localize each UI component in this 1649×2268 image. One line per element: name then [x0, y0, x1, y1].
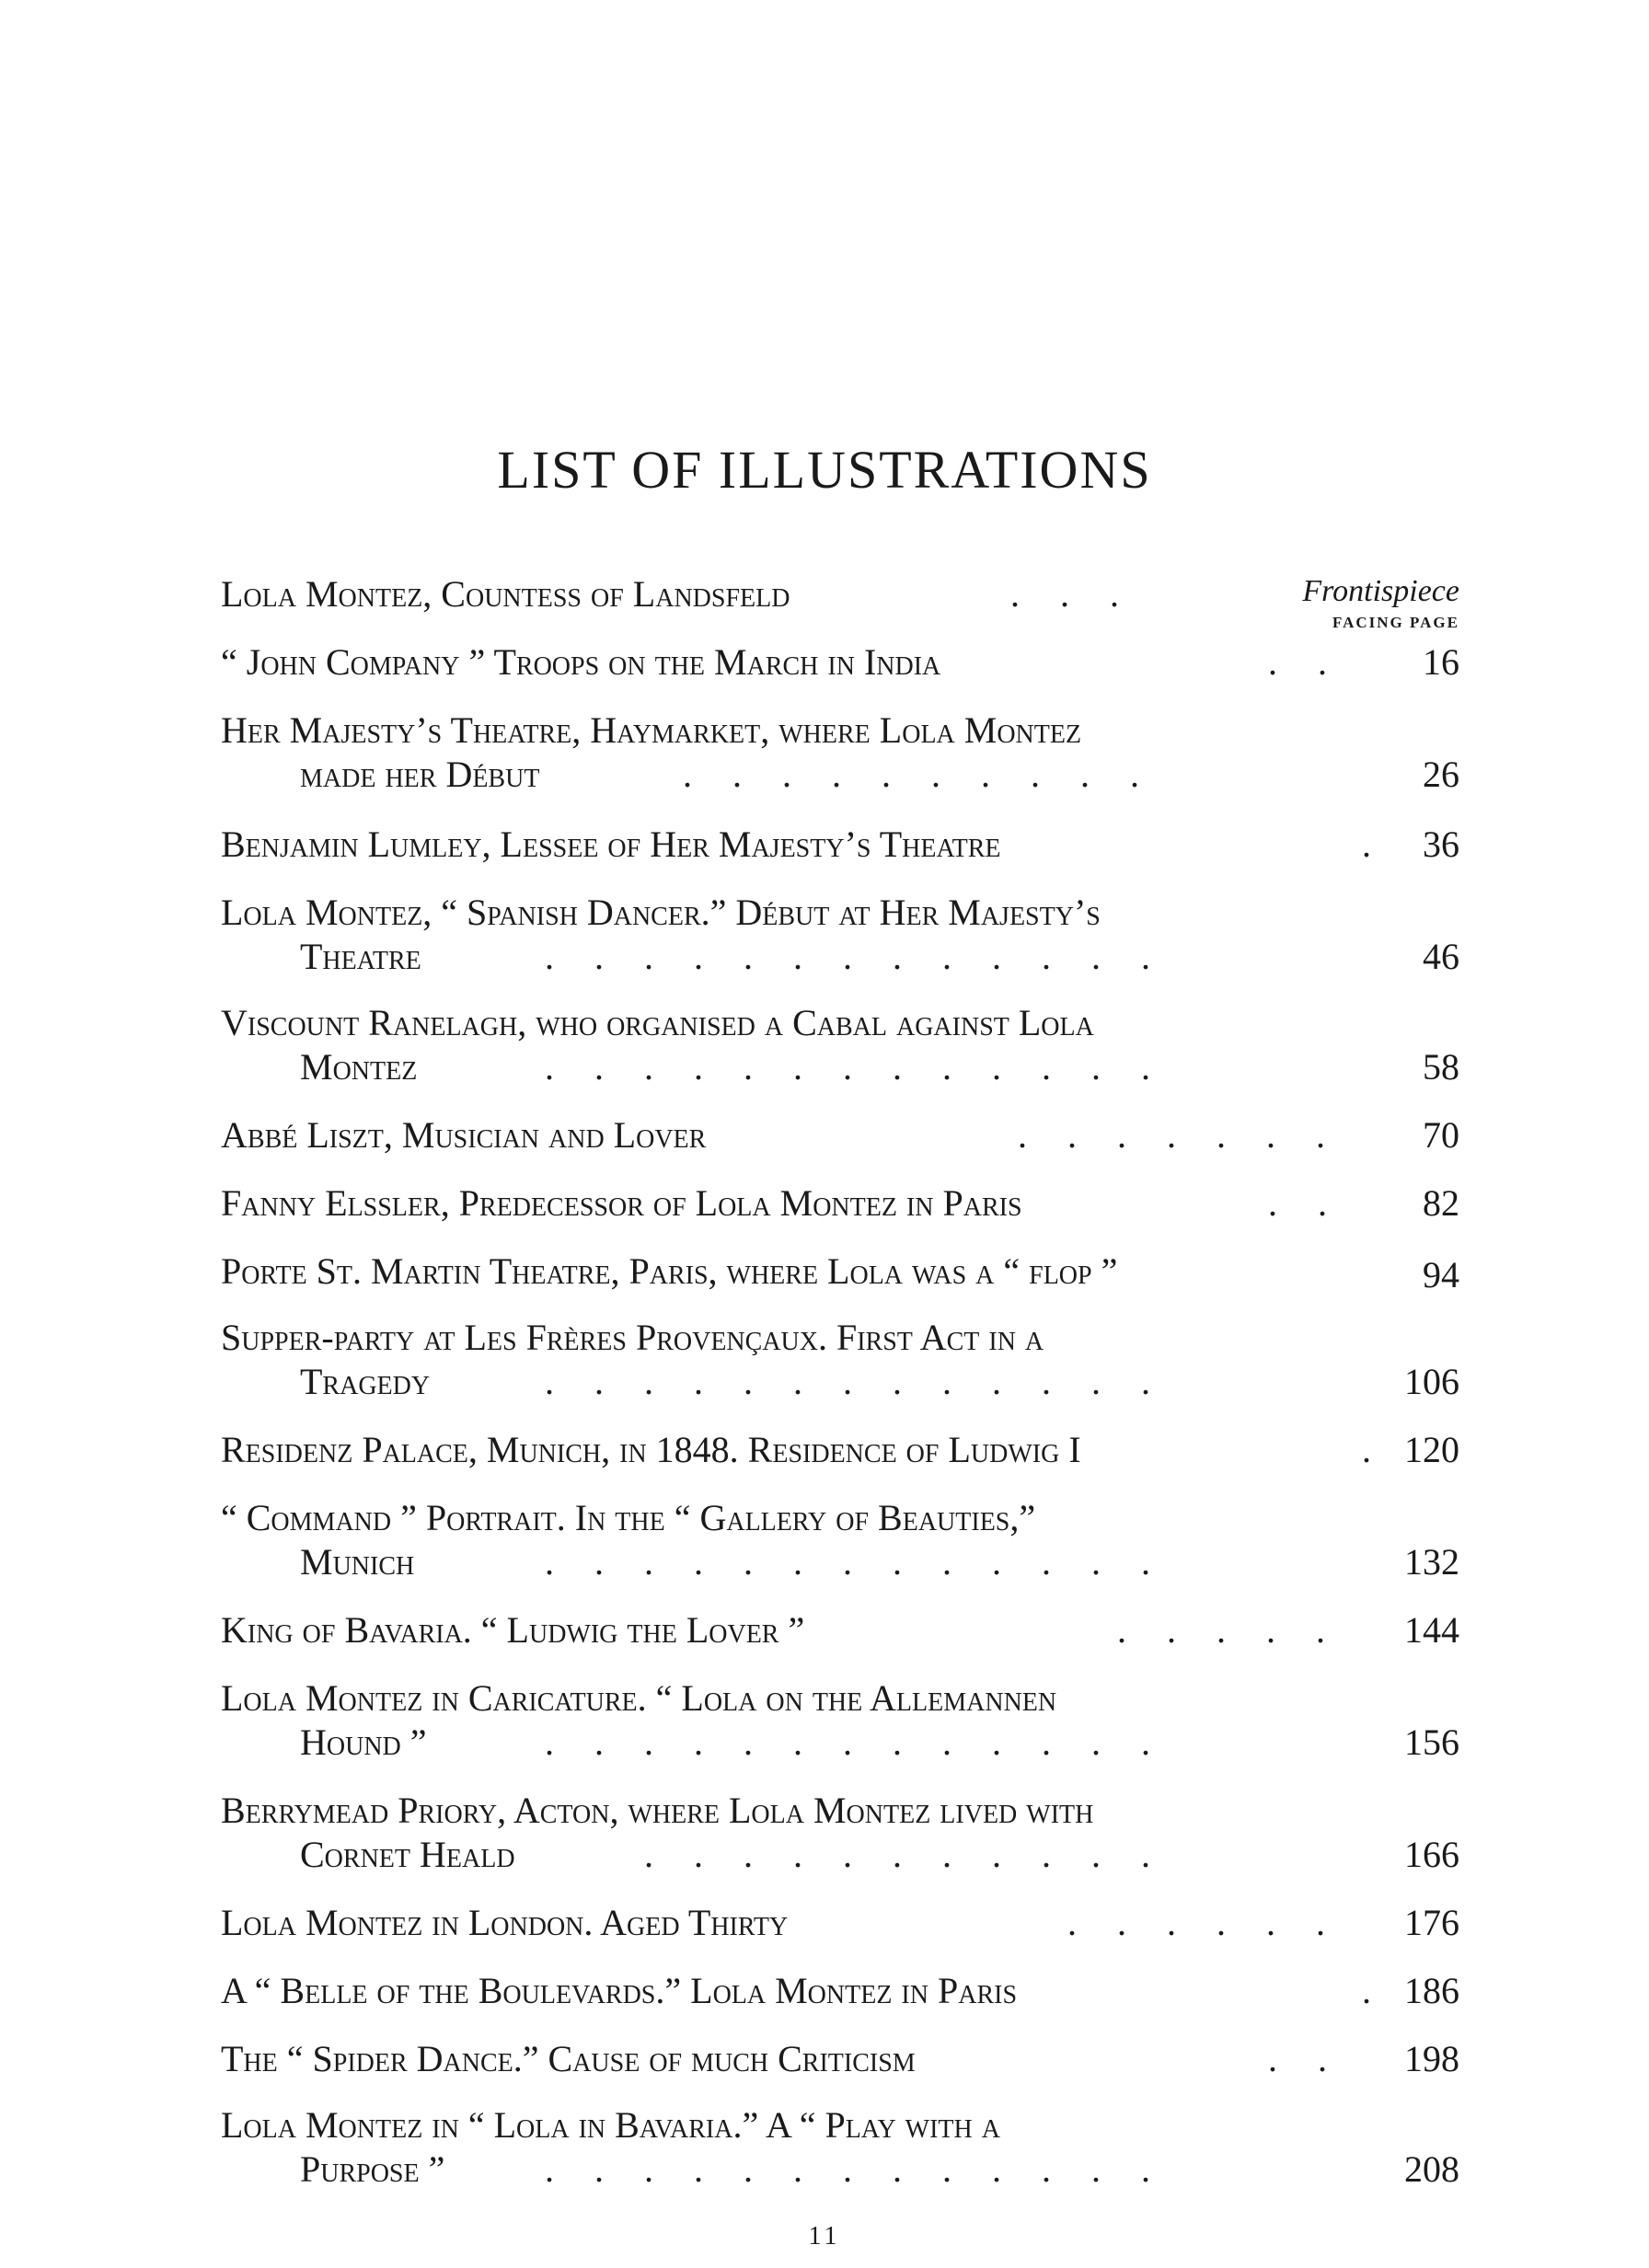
page-number: 58: [1423, 1046, 1459, 1088]
entry-line-1: Lola Montez in Caricature. “ Lola on the Allemannen: [221, 1677, 1057, 1719]
page-number: 156: [1404, 1721, 1459, 1763]
page-number: 46: [1423, 936, 1459, 977]
page-folio: 11: [808, 2222, 841, 2251]
page-number: 70: [1423, 1114, 1459, 1156]
entry-line-1: Lola Montez, “ Spanish Dancer.” Début at Her Majesty’s: [221, 892, 1101, 933]
page-number: 36: [1423, 823, 1459, 865]
entry-line-1: Fanny Elssler, Predecessor of Lola Montez in Paris: [221, 1182, 1022, 1224]
entry-line-1: Lola Montez in “ Lola in Bavaria.” A “ Play with a: [221, 2104, 1000, 2146]
page-number: 94: [1423, 1254, 1459, 1295]
entry-line-1: The “ Spider Dance.” Cause of much Criticism: [221, 2038, 916, 2079]
page-number: 144: [1404, 1609, 1459, 1651]
page-number: 132: [1404, 1541, 1459, 1583]
entry-line-1: Lola Montez, Countess of Landsfeld: [221, 573, 790, 615]
entry-line-1: Lola Montez in London. Aged Thirty: [221, 1902, 789, 1943]
leader-dots: . .: [1268, 641, 1327, 683]
leader-dots: . . . . .: [1117, 1609, 1325, 1651]
page-number: 166: [1404, 1834, 1459, 1875]
leader-dots: . . . . . . . . . . .: [644, 1834, 1150, 1875]
entry-line-1: Her Majesty’s Theatre, Haymarket, where Lola Montez: [221, 709, 1082, 751]
page-number: 120: [1404, 1429, 1459, 1470]
entry-line-1: Porte St. Martin Theatre, Paris, where Lola was a “ flop ”: [221, 1250, 1118, 1292]
leader-dots: . .: [1268, 1182, 1327, 1224]
entry-line-1: Benjamin Lumley, Lessee of Her Majesty’s Theatre: [221, 823, 1001, 865]
page-number: 176: [1404, 1902, 1459, 1943]
entry-line-1: Residenz Palace, Munich, in 1848. Residence of Ludwig I: [221, 1429, 1081, 1470]
facing-page-label: FACING PAGE: [1332, 614, 1459, 631]
entry-line-2: made her Début: [300, 754, 540, 795]
leader-dots: . . . . . . . . . . . . .: [545, 1541, 1150, 1583]
leader-dots: .: [1362, 1429, 1371, 1470]
entry-line-2: Munich: [300, 1541, 415, 1583]
entry-line-1: “ John Company ” Troops on the March in India: [221, 641, 941, 683]
leader-dots: . . . . . . . . . . . . .: [545, 2148, 1150, 2190]
page-number: 106: [1404, 1361, 1459, 1402]
entry-line-2: Cornet Heald: [300, 1834, 515, 1875]
leader-dots: .: [1362, 1970, 1371, 2011]
entry-line-2: Tragedy: [300, 1361, 431, 1402]
entry-line-2: Purpose ”: [300, 2148, 445, 2190]
entry-line-1: “ Command ” Portrait. In the “ Gallery of Beauties,”: [221, 1497, 1036, 1538]
entry-line-1: Viscount Ranelagh, who organised a Cabal against Lola: [221, 1002, 1094, 1043]
leader-dots: . . .: [1010, 573, 1119, 615]
entry-line-1: Berrymead Priory, Acton, where Lola Montez lived with: [221, 1790, 1094, 1831]
page-number: 82: [1423, 1182, 1459, 1224]
leader-dots: . . . . . . . . . . . . .: [545, 936, 1150, 977]
leader-dots: . . . . . . . . . . . . .: [545, 1361, 1150, 1402]
leader-dots: . . . . . .: [1067, 1902, 1325, 1943]
entry-line-1: Abbé Liszt, Musician and Lover: [221, 1114, 707, 1156]
leader-dots: . . . . . . . . . . . . .: [545, 1721, 1150, 1763]
entry-line-2: Theatre: [300, 936, 421, 977]
entry-line-2: Hound ”: [300, 1721, 427, 1763]
leader-dots: . . . . . . . . . .: [683, 754, 1139, 795]
page-title: LIST OF ILLUSTRATIONS: [497, 440, 1152, 500]
leader-dots: .: [1362, 823, 1371, 865]
entry-line-1: King of Bavaria. “ Ludwig the Lover ”: [221, 1609, 805, 1651]
page-number: 16: [1423, 641, 1459, 683]
entry-line-1: Supper-party at Les Frères Provençaux. First Act in a: [221, 1317, 1044, 1358]
page-number: 208: [1404, 2148, 1459, 2190]
entry-line-1: A “ Belle of the Boulevards.” Lola Montez in Paris: [221, 1970, 1018, 2011]
leader-dots: . .: [1268, 2038, 1327, 2079]
leader-dots: . . . . . . .: [1018, 1114, 1325, 1156]
leader-dots: . . . . . . . . . . . . .: [545, 1046, 1150, 1088]
entry-line-2: Montez: [300, 1046, 418, 1088]
page-number: 186: [1404, 1970, 1459, 2011]
page-number: 198: [1404, 2038, 1459, 2079]
frontispiece-label: Frontispiece: [1302, 574, 1459, 608]
page-number: 26: [1423, 754, 1459, 795]
